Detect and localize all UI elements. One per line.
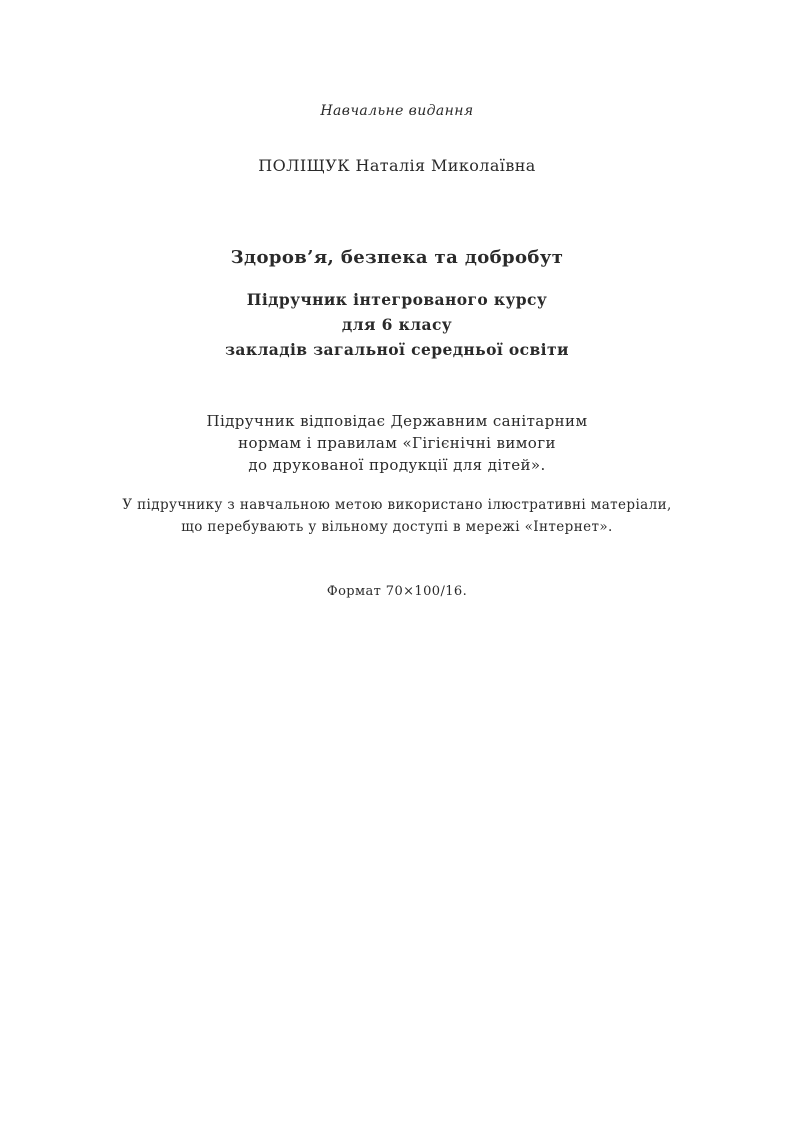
illustration-notice-line: У підручнику з навчальною метою використано ілюстративні матеріали, — [122, 497, 672, 513]
sanitary-notice-line: нормам і правилам «Гігієнічні вимоги — [238, 434, 556, 452]
illustration-notice-line: що перебувають у вільному доступі в мережі «Інтернет». — [181, 519, 613, 535]
sanitary-notice-line: до друкованої продукції для дітей». — [248, 456, 546, 474]
edition-type: Навчальне видання — [320, 103, 474, 119]
subtitle-line: закладів загальної середньої освіти — [225, 340, 569, 359]
book-title: Здоров’я, безпека та добробут — [230, 247, 564, 268]
author-name: ПОЛІЩУК Наталія Миколаївна — [258, 156, 536, 175]
sanitary-notice-line: Підручник відповідає Державним санітарним — [206, 412, 588, 430]
print-format: Формат 70×100/16. — [326, 584, 468, 599]
subtitle-line: Підручник інтегрованого курсу — [246, 290, 548, 309]
subtitle-line: для 6 класу — [341, 315, 453, 334]
